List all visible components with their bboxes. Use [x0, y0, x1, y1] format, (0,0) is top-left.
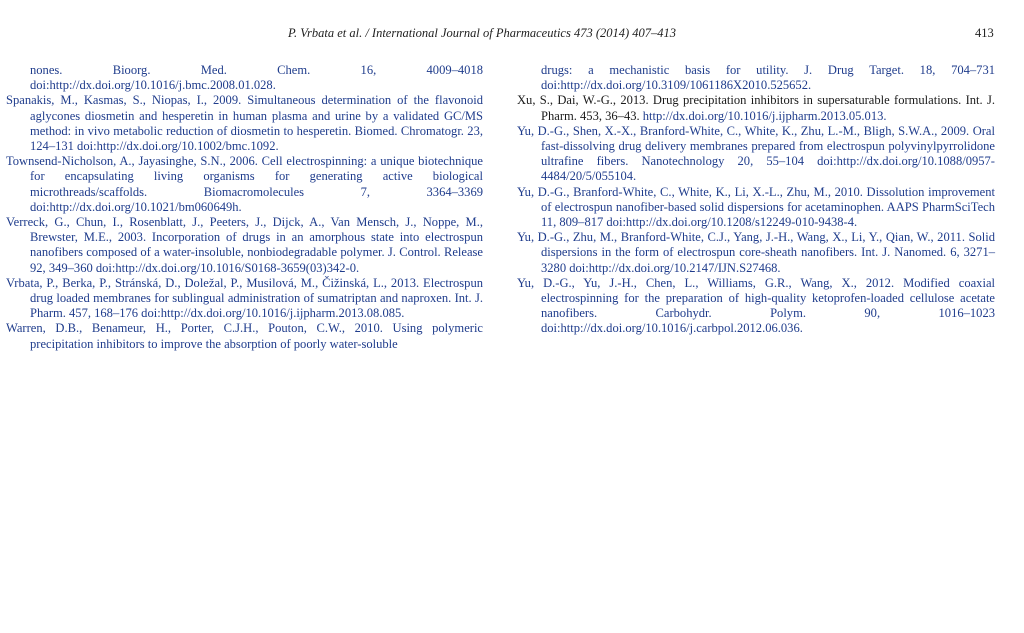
- reference-continuation[interactable]: drugs: a mechanistic basis for utility. J. Drug Target. 18, 704–731 doi:http://dx.doi.org/10.3109/1061186X2010.525652.: [541, 63, 995, 93]
- reference-vrbata-2013[interactable]: Vrbata, P., Berka, P., Stránská, D., Doležal, P., Musilová, M., Čižinská, L., 2013. Electrospun drug loaded membranes for sublingual administration of sumatriptan and naproxen. Int. J. Pharm. 457, 168–176 doi:http://dx.doi.org/10.1016/j.ijpharm.2013.08.085.: [6, 275, 483, 321]
- reference-xu-2013: [517, 93, 995, 123]
- reference-warren-2010[interactable]: Warren, D.B., Benameur, H., Porter, C.J.H., Pouton, C.W., 2010. Using polymeric precipitation inhibitors to improve the absorption of poorly water-soluble: [6, 321, 483, 351]
- reference-yu-2010[interactable]: Yu, D.-G., Branford-White, C., White, K., Li, X.-L., Zhu, M., 2010. Dissolution improvement of electrospun nanofiber-based solid dispersions for acetaminophen. AAPS PharmSciTech 11, 809–817 doi:http://dx.doi.org/10.1208/s12249-010-9438-4.: [517, 184, 995, 230]
- running-title: P. Vrbata et al. / International Journal of Pharmaceutics 473 (2014) 407–413: [288, 26, 677, 40]
- reference-townsend-nicholson-2006[interactable]: Townsend-Nicholson, A., Jayasinghe, S.N., 2006. Cell electrospinning: a unique biotechnique for encapsulating living organisms for generating active biological microthreads/scaffolds. Biomacromolecules 7, 3364–3369 doi:http://dx.doi.org/10.1021/bm060649h.: [6, 154, 483, 214]
- references-left-column: [6, 63, 483, 352]
- references-right-column: [517, 63, 995, 337]
- running-header: [0, 25, 1024, 41]
- reference-xu-2013-doi-link[interactable]: http://dx.doi.org/10.1016/j.ijpharm.2013.05.013.: [642, 108, 887, 123]
- reference-continuation[interactable]: nones. Bioorg. Med. Chem. 16, 4009–4018 doi:http://dx.doi.org/10.1016/j.bmc.2008.01.028.: [30, 63, 483, 93]
- reference-yu-2009[interactable]: Yu, D.-G., Shen, X.-X., Branford-White, C., White, K., Zhu, L.-M., Bligh, S.W.A., 2009. Oral fast-dissolving drug delivery membranes prepared from electrospun polyvinylpyrrolidone ultrafine fibers. Nanotechnology 20, 55–104 doi:http://dx.doi.org/10.1088/0957-4484/20/5/055104.: [517, 123, 995, 184]
- page-number: 413: [975, 26, 994, 40]
- reference-yu-2011[interactable]: Yu, D.-G., Zhu, M., Branford-White, C.J., Yang, J.-H., Wang, X., Li, Y., Qian, W., 2011. Solid dispersions in the form of electrospun core-sheath nanofibers. Int. J. Nanomed. 6, 3271–3280 doi:http://dx.doi.org/10.2147/IJN.S27468.: [517, 230, 995, 275]
- reference-spanakis-2009[interactable]: Spanakis, M., Kasmas, S., Niopas, I., 2009. Simultaneous determination of the flavonoid aglycones diosmetin and hesperetin in human plasma and urine by a validated GC/MS method: in vivo metabolic reduction of diosmetin to hesperetin. Biomed. Chromatogr. 23, 124–131 doi:http://dx.doi.org/10.1002/bmc.1092.: [6, 93, 483, 154]
- reference-verreck-2003[interactable]: Verreck, G., Chun, I., Rosenblatt, J., Peeters, J., Dijck, A., Van Mensch, J., Noppe, M., Brewster, M.E., 2003. Incorporation of drugs in an amorphous state into electrospun nanofibers composed of a water-insoluble, nonbiodegradable polymer. J. Control. Release 92, 349–360 doi:http://dx.doi.org/10.1016/S0168-3659(03)342-0.: [6, 215, 483, 275]
- reference-xu-2013-text: Xu, S., Dai, W.-G., 2013. Drug precipitation inhibitors in supersaturable formulations. Int. J. Pharm. 453, 36–43.: [517, 93, 995, 123]
- reference-yu-2012[interactable]: Yu, D.-G., Yu, J.-H., Chen, L., Williams, G.R., Wang, X., 2012. Modified coaxial electrospinning for the preparation of high-quality ketoprofen-loaded cellulose acetate nanofibers. Carbohydr. Polym. 90, 1016–1023 doi:http://dx.doi.org/10.1016/j.carbpol.2012.06.036.: [517, 275, 995, 336]
